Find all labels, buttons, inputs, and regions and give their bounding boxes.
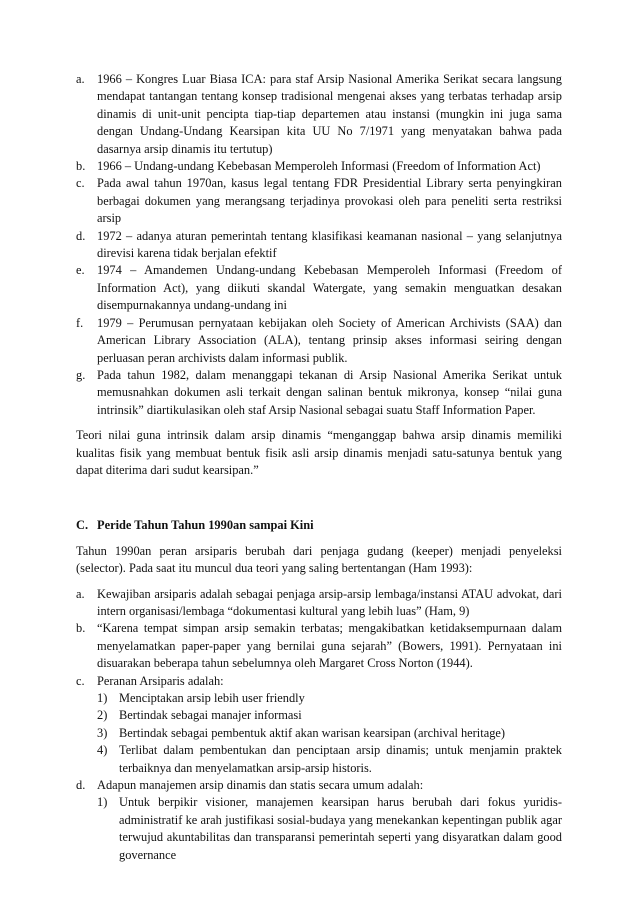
list-item-text: Adapun manajemen arsip dinamis dan statis secara umum adalah: bbox=[97, 778, 424, 793]
section-intro-paragraph: Tahun 1990an peran arsiparis berubah dari penjaga gudang (keeper) menjadi penyeleksi (selector). Pada saat itu muncul dua teori yang saling bertentangan (Ham 1993): bbox=[76, 543, 562, 576]
list-marker: g. bbox=[76, 367, 86, 382]
list-marker: f. bbox=[76, 315, 84, 330]
list-item-c bbox=[76, 175, 562, 227]
intrinsic-value-paragraph: Teori nilai guna intrinsik dalam arsip dinamis “menganggap bahwa arsip dinamis memiliki kualitas fisik yang membuat bentuk fisik asli arsip dinamis menjadi satu-satunya bentuk yang dapat diterima dari sudut kearsipan.” bbox=[76, 428, 562, 477]
theory-list bbox=[76, 586, 562, 865]
section-heading bbox=[76, 517, 562, 534]
section-heading-marker: C. bbox=[76, 518, 89, 533]
list-item-text: 1966 – Undang-undang Kebebasan Memperoleh Informasi (Freedom of Information Act) bbox=[97, 159, 541, 174]
list-marker: c. bbox=[76, 673, 85, 688]
history-list bbox=[76, 71, 562, 419]
list-marker: a. bbox=[76, 586, 85, 601]
sub-item-1 bbox=[97, 794, 562, 864]
list-item-text: Peranan Arsiparis adalah: bbox=[97, 673, 224, 688]
list-marker: a. bbox=[76, 72, 85, 86]
sub-marker: 3) bbox=[97, 725, 108, 740]
list-item-d bbox=[76, 777, 562, 864]
list-item-text: 1966 – Kongres Luar Biasa ICA: para staf Arsip Nasional Amerika Serikat secara langsung mendapat tantangan tentang konsep tradisional mengenai akses yang terbatas terhadap arsip dinamis di unit-unit pencipta tiap-tiap departemen atau instansi (mungkin ini juga sama dengan Undang-Undang Kearsipan kita UU No 7/1971 yang menyatakan bahwa pada dasarnya arsip dinamis itu tertutup) bbox=[97, 72, 562, 156]
sub-item-text: Bertindak sebagai pembentuk aktif akan warisan kearsipan (archival heritage) bbox=[119, 725, 506, 740]
sub-item-text: Untuk berpikir visioner, manajemen kearsipan harus berubah dari fokus yuridis-administratif ke arah justifikasi sosial-budaya yang menekankan kepentingan publik agar terwujud akuntabilitas dan transparansi pemerintah seperti yang disyaratkan dalam good governance bbox=[119, 795, 562, 862]
list-marker: b. bbox=[76, 159, 86, 174]
sub-item-2 bbox=[97, 707, 562, 724]
archivist-roles-list bbox=[97, 690, 562, 777]
list-item-text: “Karena tempat simpan arsip semakin terbatas; mengakibatkan ketidaksempurnaan dalam menyelamatkan paper-paper yang bernilai guna sejarah” (Bowers, 1991). Pernyataan ini disuarakan beberapa tahun sebelumnya oleh Margaret Cross Norton (1944). bbox=[97, 621, 562, 671]
list-item-b bbox=[76, 620, 562, 672]
list-item-e bbox=[76, 262, 562, 314]
sub-marker: 2) bbox=[97, 708, 108, 723]
list-item-a bbox=[76, 586, 562, 621]
list-marker: c. bbox=[76, 176, 85, 191]
management-list bbox=[97, 794, 562, 864]
sub-item-3 bbox=[97, 725, 562, 742]
list-item-c bbox=[76, 673, 562, 777]
sub-marker: 1) bbox=[97, 691, 108, 705]
list-item-f bbox=[76, 315, 562, 367]
list-item-text: 1972 – adanya aturan pemerintah tentang klasifikasi keamanan nasional – yang selanjutnya direvisi karena tidak berjalan efektif bbox=[97, 228, 562, 261]
list-marker: d. bbox=[76, 778, 86, 793]
list-item-text: 1974 – Amandemen Undang-undang Kebebasan Memperoleh Informasi (Freedom of Information Act), yang diikuti skandal Watergate, yang semakin menguatkan desakan disempurnakannya undang-undang ini bbox=[97, 263, 562, 313]
list-item-text: Pada tahun 1982, dalam menanggapi tekanan di Arsip Nasional Amerika Serikat untuk memusnahkan dokumen asli terkait dengan salinan bentuk mikronya, konsep “nilai guna intrinsik” diartikulasikan oleh staf Arsip Nasional sebagai suatu Staff Information Paper. bbox=[97, 367, 562, 417]
section-heading-text: Peride Tahun Tahun 1990an sampai Kini bbox=[97, 518, 314, 533]
list-item-a bbox=[76, 71, 562, 158]
list-item-text: Pada awal tahun 1970an, kasus legal tentang FDR Presidential Library serta penyingkiran berbagai dokumen yang merangsang terjadinya provokasi oleh para peneliti serta restriksi arsip bbox=[97, 176, 562, 226]
sub-item-text: Bertindak sebagai manajer informasi bbox=[119, 708, 302, 723]
sub-item-text: Terlibat dalam pembentukan dan penciptaan arsip dinamis; untuk menjamin praktek terbaiknya dan menyelamatkan arsip-arsip historis. bbox=[119, 743, 562, 775]
list-marker: d. bbox=[76, 228, 86, 243]
list-marker: e. bbox=[76, 263, 85, 278]
list-item-g bbox=[76, 367, 562, 419]
list-marker: b. bbox=[76, 621, 86, 636]
sub-marker: 1) bbox=[97, 795, 108, 810]
sub-item-1 bbox=[97, 690, 562, 707]
list-item-d bbox=[76, 228, 562, 263]
sub-item-text: Menciptakan arsip lebih user friendly bbox=[119, 691, 305, 705]
list-item-text: Kewajiban arsiparis adalah sebagai penjaga arsip-arsip lembaga/instansi ATAU advokat, dari intern organisasi/lembaga “dokumentasi kultural yang lebih luas” (Ham, 9) bbox=[97, 586, 562, 618]
sub-item-4 bbox=[97, 742, 562, 777]
sub-marker: 4) bbox=[97, 743, 108, 758]
list-item-text: 1979 – Perumusan pernyataan kebijakan oleh Society of American Archivists (SAA) dan American Library Association (ALA), tentang prinsip akses informasi seiring dengan perluasan peran archivists dalam informasi publik. bbox=[97, 315, 562, 365]
list-item-b bbox=[76, 158, 562, 175]
